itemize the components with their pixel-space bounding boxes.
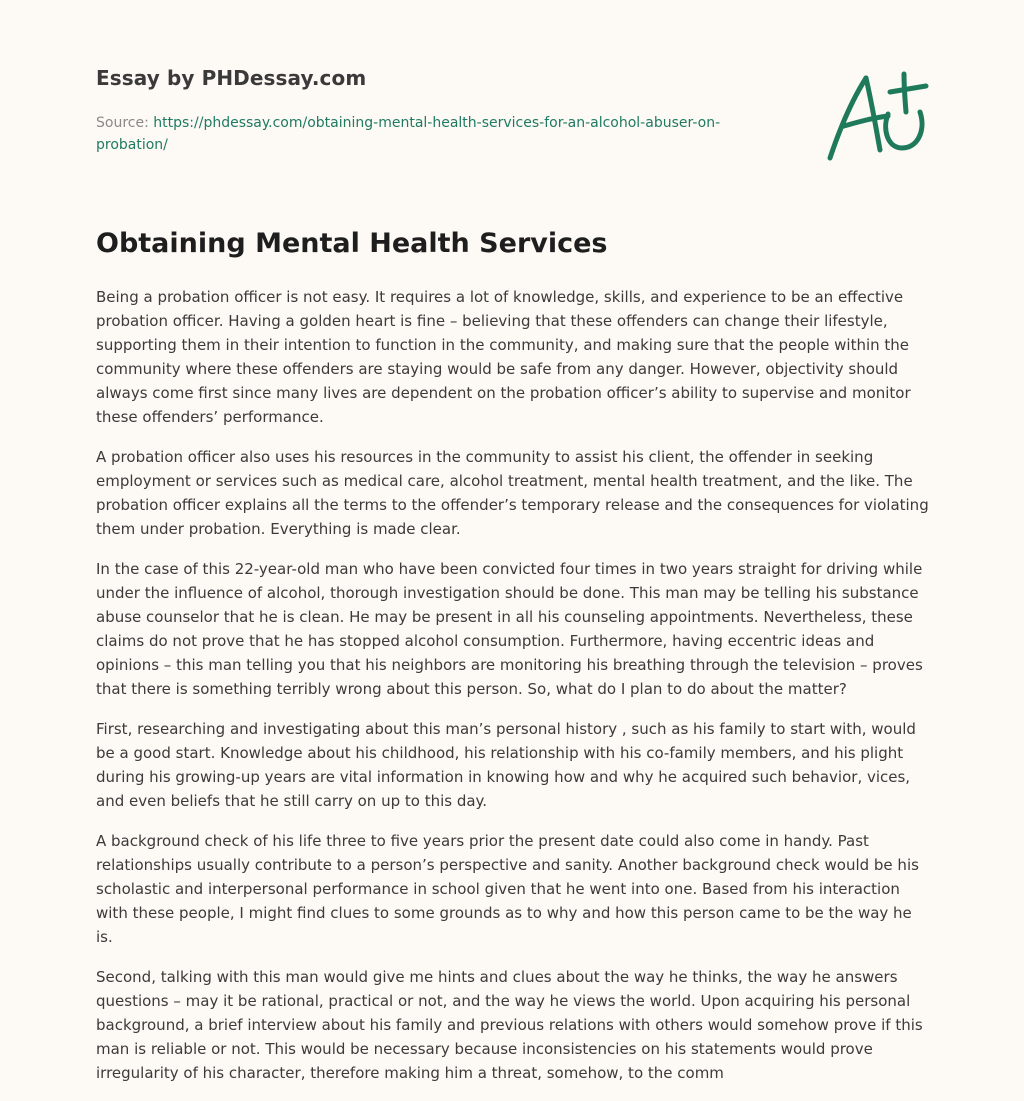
site-title: Essay by PHDessay.com [96,66,367,90]
source-link[interactable]: https://phdessay.com/obtaining-mental-health-services-for-an-alcohol-abuser-on-probation/ [96,115,721,153]
essay-body [96,285,930,1101]
essay-paragraph: Being a probation officer is not easy. It requires a lot of knowledge, skills, and experience to be an effective probation officer. Having a golden heart is fine – believing that these offenders can change their lifestyle, supporting them in their intention to function in the community, and making sure that the people within the community where these offenders are staying would be safe from any danger. However, objectivity should always come first since many lives are dependent on the probation officer’s ability to supervise and monitor these offenders’ performance. [96,288,911,426]
essay-paragraph: Second, talking with this man would give me hints and clues about the way he thinks, the way he answers questions – may it be rational, practical or not, and the way he views the world. Upon acquiring his personal background, a brief interview about his family and previous relations with others would somehow prove if this man is reliable or not. This would be necessary because inconsistencies on his statements would prove irregularity of his character, therefore making him a threat, somehow, to the comm [96,968,923,1082]
essay-paragraph: First, researching and investigating about this man’s personal history , such as his family to start with, would be a good start. Knowledge about his childhood, his relationship with his co-family members, and his plight during his growing-up years are vital information in knowing how and why he acquired such behavior, vices, and even beliefs that he still carry on up to this day. [96,720,916,810]
essay-paragraph: A probation officer also uses his resources in the community to assist his client, the offender in seeking employment or services such as medical care, alcohol treatment, mental health treatment, and the like. The probation officer explains all the terms to the offender’s temporary release and the consequences for violating them under probation. Everything is made clear. [96,448,929,538]
essay-paragraph: In the case of this 22-year-old man who have been convicted four times in two years straight for driving while under the influence of alcohol, thorough investigation should be done. This man may be telling his substance abuse counselor that he is clean. He may be present in all his counseling appointments. Nevertheless, these claims do not prove that he has stopped alcohol consumption. Furthermore, having eccentric ideas and opinions – this man telling you that his neighbors are monitoring his breathing through the television – proves that there is something terribly wrong about this person. So, what do I plan to do about the matter? [96,560,923,698]
essay-paragraph: A background check of his life three to five years prior the present date could also come in handy. Past relationships usually contribute to a person’s perspective and sanity. Another background check would be his scholastic and interpersonal performance in school given that he went into one. Based from his interaction with these people, I might find clues to some grounds as to why and how this person came to be the way he is. [96,832,919,946]
source-line [96,112,756,156]
essay-title: Obtaining Mental Health Services [96,228,608,259]
source-label: Source: [96,115,154,131]
a-plus-grade-icon [822,66,932,166]
